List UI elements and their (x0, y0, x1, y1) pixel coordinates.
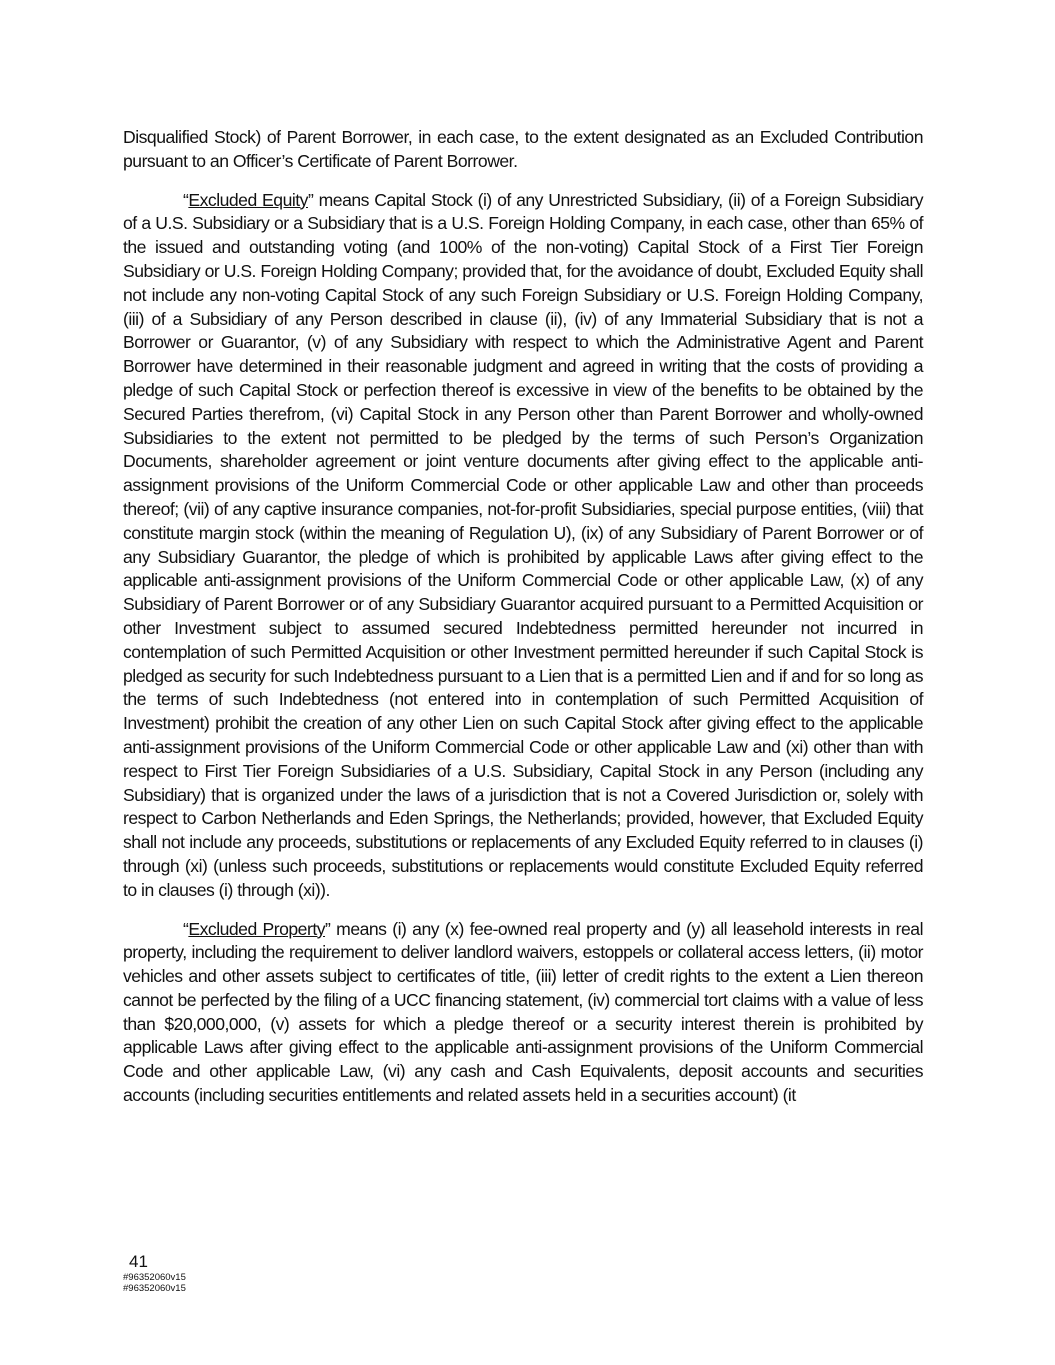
definition-body: means Capital Stock (i) of any Unrestricted Subsidiary, (ii) of a Foreign Subsidiary of a U.S. Subsidiary or a Subsidiary that is a U.S. Foreign Holding Company, in each case, other than 65% of the issued and outstanding voting (and 100% of the non-voting) Capital Stock of a First Tier Foreign Subsidiary or U.S. Foreign Holding Company; provided that, for the avoidance of doubt, Excluded Equity shall not include any non-voting Capital Stock of any such Foreign Subsidiary or U.S. Foreign Holding Company, (iii) of a Subsidiary of any Person described in clause (ii), (iv) of any Immaterial Subsidiary that is not a Borrower or Guarantor, (v) of any Subsidiary with respect to which the Administrative Agent and Parent Borrower have determined in their reasonable judgment and agreed in writing that the costs of providing a pledge of such Capital Stock or perfection thereof is excessive in view of the benefits to be obtained by the Secured Parties therefrom, (vi) Capital Stock in any Person other than Parent Borrower and wholly-owned Subsidiaries to the extent not permitted to be pledged by the terms of such Person’s Organization Documents, shareholder agreement or joint venture documents after giving effect to the applicable anti-assignment provisions of the Uniform Commercial Code or other applicable Law and other than proceeds thereof; (vii) of any captive insurance companies, not-for-profit Subsidiaries, special purpose entities, (viii) that constitute margin stock (within the meaning of Regulation U), (ix) of any Subsidiary of Parent Borrower or of any Subsidiary Guarantor, the pledge of which is prohibited by applicable Laws after giving effect to the applicable anti-assignment provisions of the Uniform Commercial Code or other applicable Law, (x) of any Subsidiary of Parent Borrower or of any Subsidiary Guarantor acquired pursuant to a Permitted Acquisition or other Investment subject to assumed secured Indebtedness permitted hereunder not incurred in contemplation of such Permitted Acquisition or other Investment permitted hereunder if such Capital Stock is pledged as security for such Indebtedness pursuant to a Lien that is a permitted Lien and if and for so long as the terms of such Indebtedness (not entered into in contemplation of such Permitted Acquisition of Investment) prohibit the creation of any other Lien on such Capital Stock after giving effect to the applicable anti-assignment provisions of the Uniform Commercial Code or other applicable Law and (xi) other than with respect to First Tier Foreign Subsidiaries of a U.S. Subsidiary, Capital Stock in any Person (including any Subsidiary) that is organized under the laws of a jurisdiction that is not a Covered Jurisdiction or, solely with respect to Carbon Netherlands and Eden Springs, the Netherlands; provided, however, that Excluded Equity shall not include any proceeds, substitutions or replacements of any Excluded Equity referred to in clauses (i) through (xi) (unless such proceeds, substitutions or replacements would constitute Excluded Equity referred to in clauses (i) through (xi)). (123, 189, 923, 900)
document-page (123, 126, 923, 1123)
paragraph-continuation: Disqualified Stock) of Parent Borrower, in each case, to the extent designated as an Excluded Contribution pursuant to an Officer’s Certificate of Parent Borrower. (123, 127, 923, 171)
definition-excluded-equity (123, 189, 923, 903)
defined-term: Excluded Property (188, 918, 326, 939)
doc-id: #96352060v15 (123, 1272, 186, 1283)
page-footer (123, 1252, 186, 1294)
doc-id: #96352060v15 (123, 1283, 186, 1294)
definition-excluded-property (123, 918, 923, 1108)
defined-term: Excluded Equity (188, 189, 308, 210)
close-quote: ” (307, 189, 314, 210)
definition-body: means (i) any (x) fee-owned real property and (y) all leasehold interests in real property, including the requirement to deliver landlord waivers, estoppels or collateral access letters, (ii) motor vehicles and other assets subject to certificates of title, (iii) letter of credit rights to the extent a Lien thereon cannot be perfected by the filing of a UCC financing statement, (iv) commercial tort claims with a value of less than $20,000,000, (v) assets for which a pledge thereof or a security interest therein is prohibited by applicable Laws after giving effect to the applicable anti-assignment provisions of the Uniform Commercial Code and other applicable Law, (vi) any cash and Cash Equivalents, deposit accounts and securities accounts (including securities entitlements and related assets held in a securities account) (it (123, 918, 923, 1106)
open-quote: “ (183, 189, 189, 210)
page-number: 41 (129, 1252, 148, 1271)
close-quote: ” (325, 918, 331, 939)
open-quote: “ (183, 918, 189, 939)
